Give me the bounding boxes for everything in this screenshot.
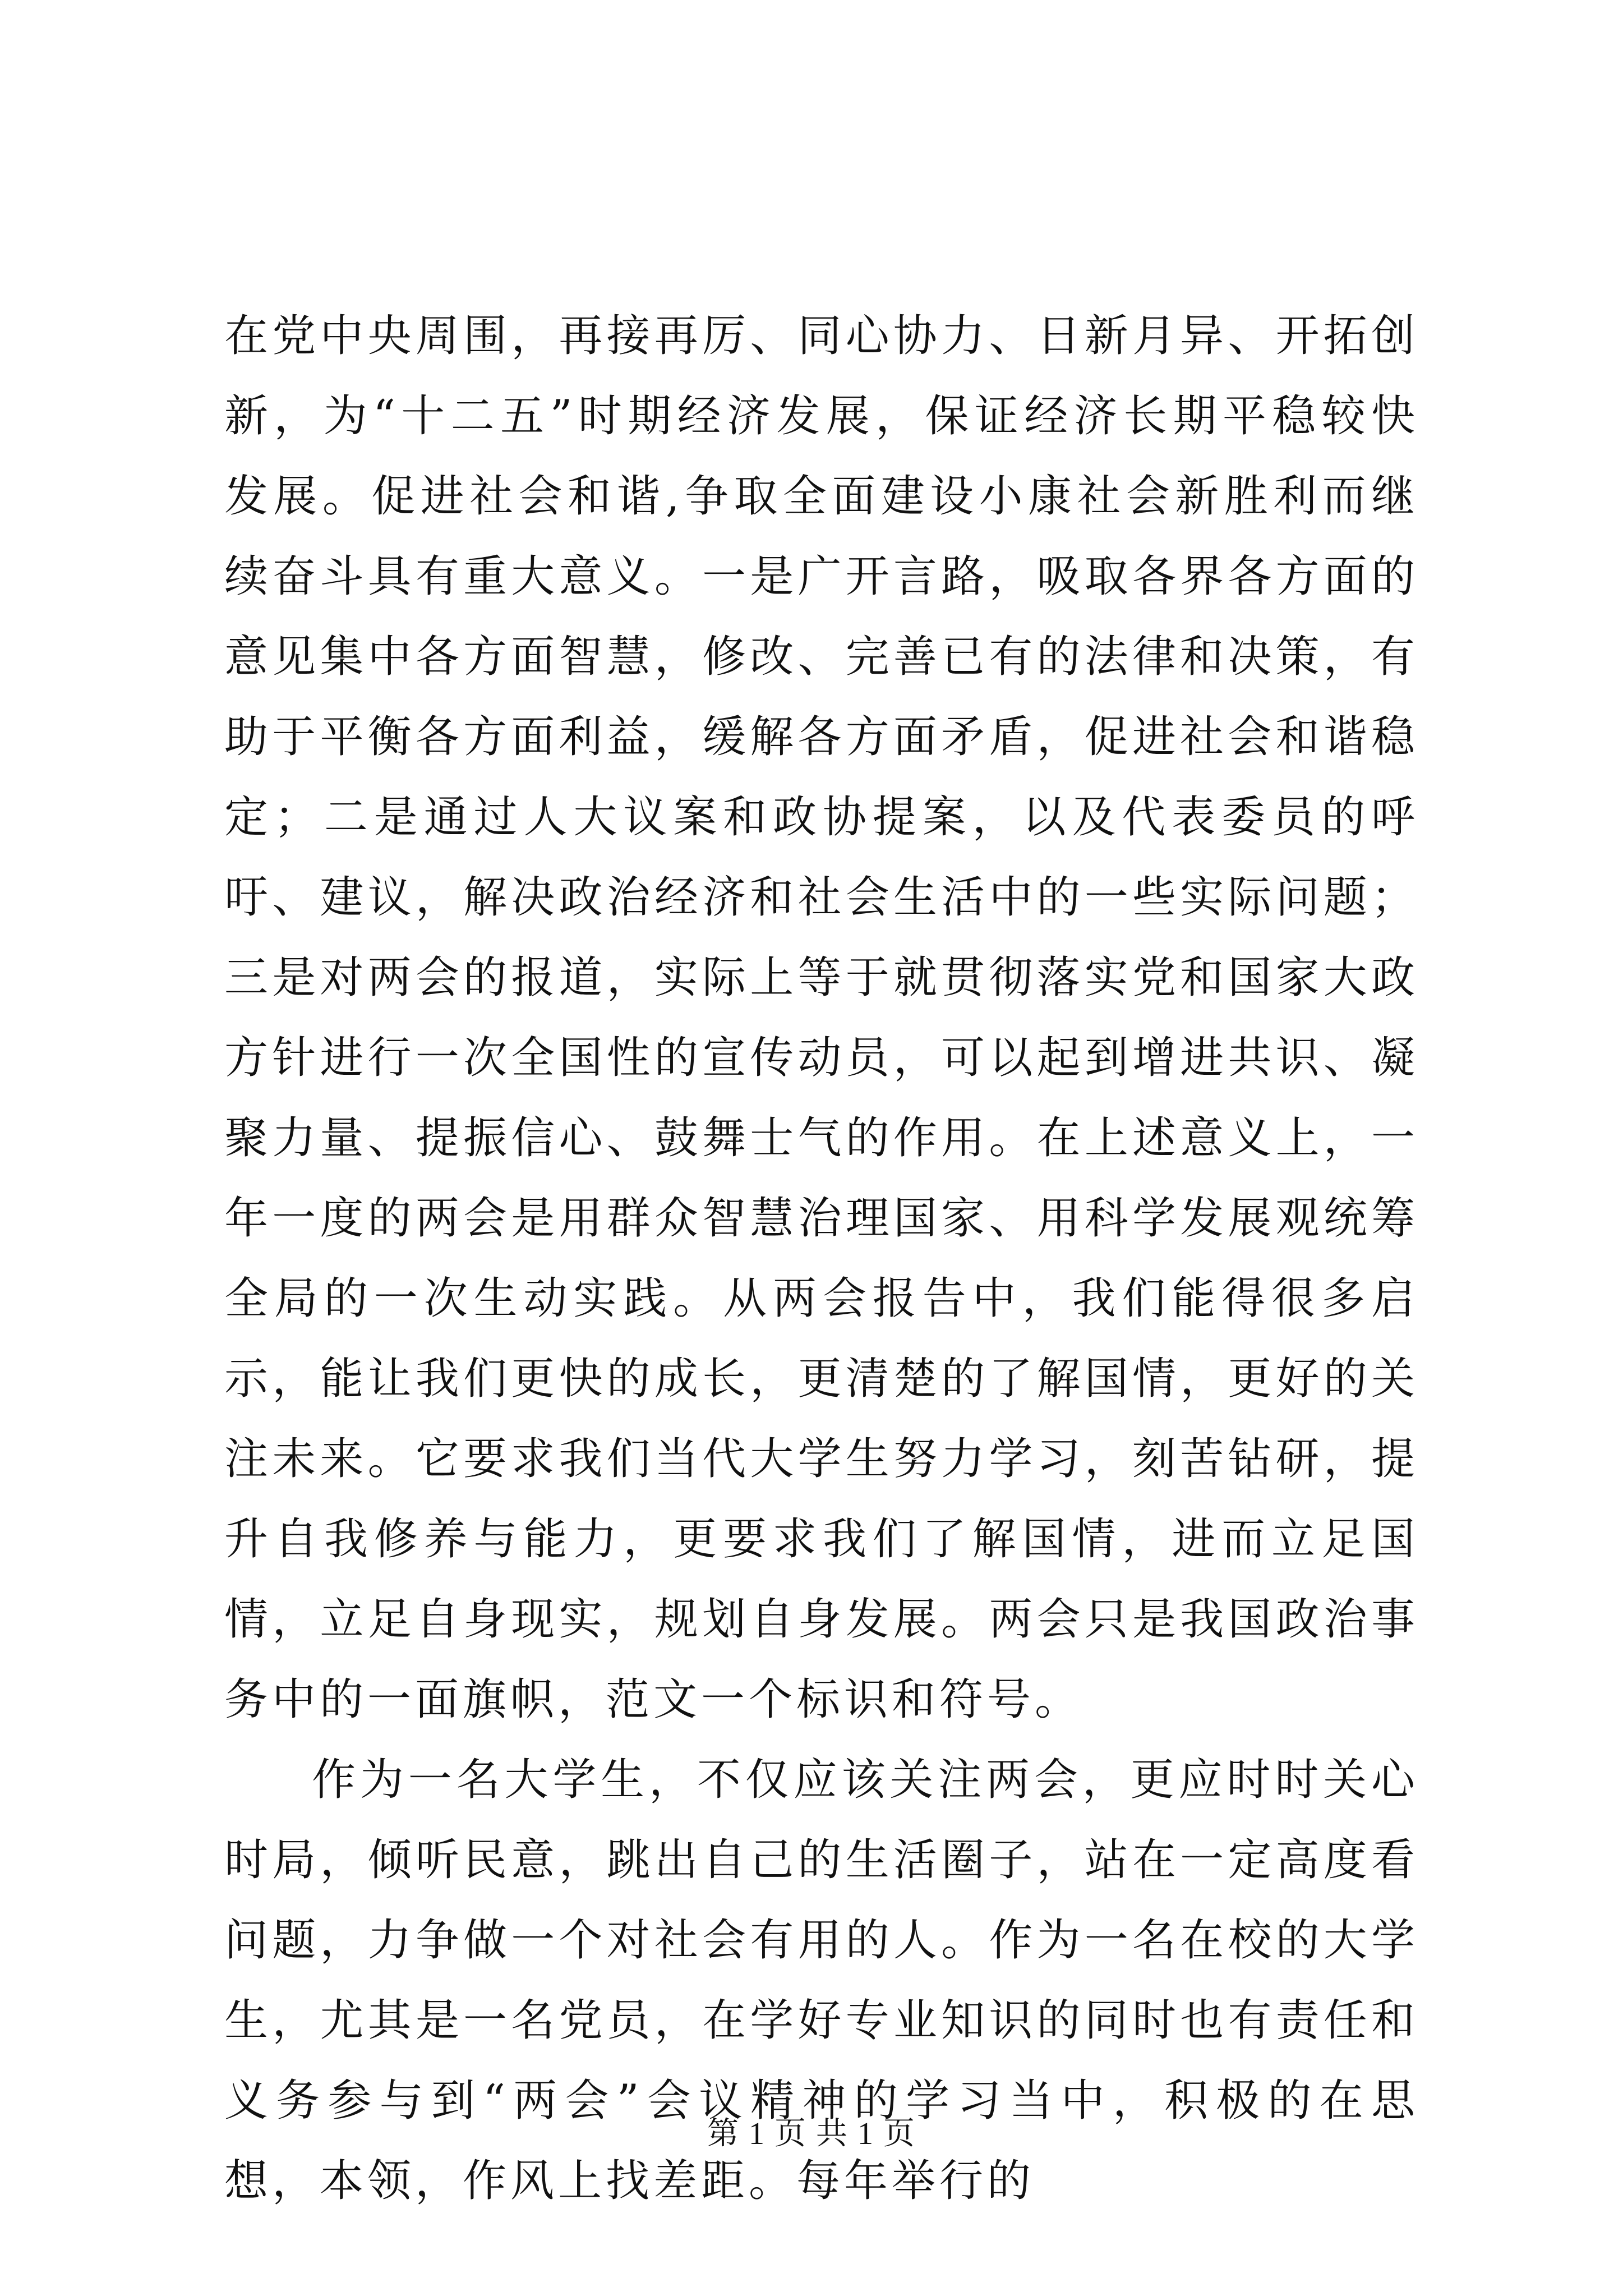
page-footer: 第 1 页 共 1 页 [707, 2116, 916, 2151]
paragraph-1: 在党中央周围，再接再厉、同心协力、日新月异、开拓创新，为“十二五”时期经济发展，保证经济长期平稳较快发展。促进社会和谐,争取全面建设小康社会新胜利而继续奋斗具有重大意义。一是广开言路，吸取各界各方面的意见集中各方面智慧，修改、完善已有的法律和决策，有助于平衡各方面利益，缓解各方面矛盾，促进社会和谐稳定；二是通过人大议案和政协提案，以及代表委员的呼吁、建议，解决政治经济和社会生活中的一些实际问题；三是对两会的报道，实际上等于就贯彻落实党和国家大政方针进行一次全国性的宣传动员，可以起到增进共识、凝聚力量、提振信心、鼓舞士气的作用。在上述意义上，一年一度的两会是用群众智慧治理国家、用科学发展观统筹全局的一次生动实践。从两会报告中，我们能得很多启示，能让我们更快的成长，更清楚的了解国情，更好的关注未来。它要求我们当代大学生努力学习，刻苦钻研，提升自我修养与能力，更要求我们了解国情，进而立足国情，立足自身现实，规划自身发展。两会只是我国政治事务中的一面旗帜，范文一个标识和符号。 [224, 311, 1419, 1725]
paragraph-2: 作为一名大学生，不仅应该关注两会，更应时时关心时局，倾听民意，跳出自己的生活圈子，站在一定高度看问题，力争做一个对社会有用的人。作为一名在校的大学生，尤其是一名党员，在学好专业知识的同时也有责任和义务参与到“两会”会议精神的学习当中，积极的在思想，本领，作风上找差距。每年举行的 [224, 1755, 1419, 2206]
document-body [224, 296, 1419, 2221]
